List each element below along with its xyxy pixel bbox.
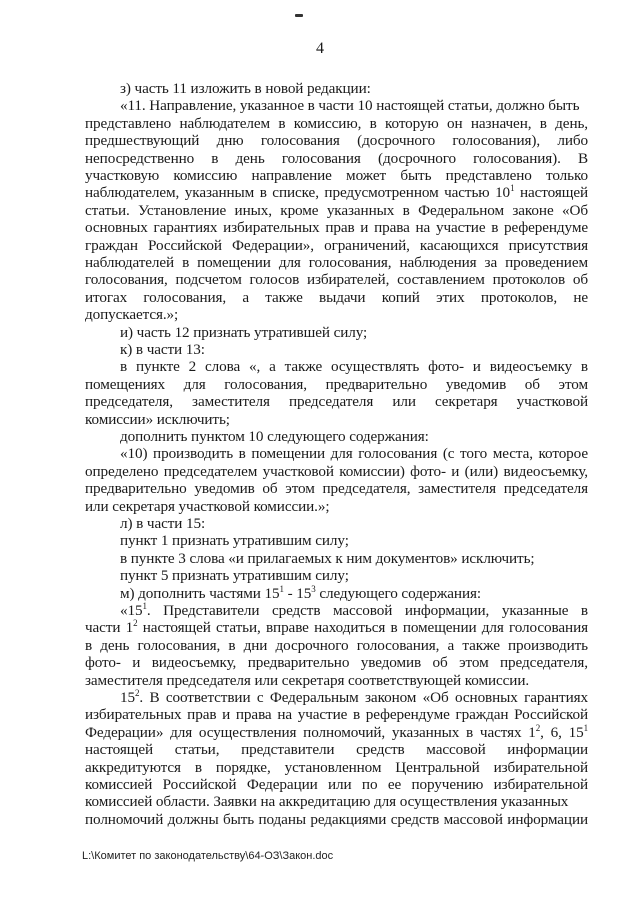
superscript: 1 bbox=[583, 723, 588, 733]
text-segment: определено председателем участковой комиссии) фото- и (или) видеосъемку, bbox=[85, 462, 588, 480]
text-segment: «15 bbox=[120, 602, 143, 619]
superscript: 3 bbox=[311, 583, 316, 594]
text-segment: настоящей статьи, вправе находиться в помещении для голосования bbox=[137, 619, 588, 637]
text-line bbox=[120, 689, 588, 706]
text-segment: Федерации» для осуществления полномочий, указанных в частях 1 bbox=[85, 723, 536, 741]
text-line bbox=[85, 289, 588, 306]
text-line bbox=[85, 637, 588, 654]
text-segment: полномочий должны быть поданы редакциями средств массовой информации bbox=[85, 810, 588, 828]
text-line bbox=[85, 759, 588, 776]
text-segment: фото- и видеосъемку, предварительно уведомив об этом председателя, bbox=[85, 654, 588, 672]
text-segment: следующего содержания: bbox=[315, 584, 481, 602]
text-line bbox=[85, 393, 588, 410]
text-segment: допускается.»; bbox=[85, 306, 179, 324]
text-segment: в пункте 2 слова «, а также осуществлять фото- и видеосъемку в bbox=[120, 358, 588, 376]
text-segment: наблюдателей в помещении для голосования, наблюдения за проведением bbox=[85, 254, 588, 271]
text-segment: части 1 bbox=[85, 619, 134, 637]
superscript: 1 bbox=[279, 583, 284, 594]
text-segment: комиссией области. Заявки на аккредитацию для осуществления указанных bbox=[85, 793, 569, 811]
text-segment: или секретаря участковой комиссии.»; bbox=[85, 497, 330, 515]
text-segment: заместителя председателя или секретаря соответствующей комиссии. bbox=[85, 671, 530, 689]
text-segment: граждан Российской Федерации», ограничений, касающихся присутствия bbox=[85, 236, 588, 254]
text-line bbox=[85, 498, 330, 515]
scan-mark bbox=[295, 14, 303, 17]
text-segment: предварительно уведомив об этом председателя, заместителя председателя bbox=[85, 480, 588, 498]
text-segment: в пункте 3 слова «и прилагаемых к ним документов» исключить; bbox=[120, 549, 535, 567]
text-segment: статьи. Установление иных, кроме указанных в Федеральном законе «Об bbox=[85, 201, 588, 219]
text-line bbox=[85, 150, 588, 167]
text-line bbox=[85, 115, 588, 132]
text-segment: непосредственно в день голосования (досрочного голосования). В bbox=[85, 149, 588, 167]
text-line bbox=[85, 619, 588, 636]
text-segment: помещениях для голосования, предварительно уведомив об этом bbox=[85, 375, 588, 393]
text-line bbox=[120, 324, 367, 341]
text-line bbox=[120, 428, 429, 445]
text-line bbox=[120, 97, 579, 114]
text-line bbox=[85, 271, 588, 288]
text-line bbox=[120, 445, 588, 462]
text-segment: в день голосования, в дни досрочного голосования, а также производить bbox=[85, 636, 588, 654]
page-number: 4 bbox=[316, 40, 324, 57]
text-segment: «11. Направление, указанное в части 10 настоящей статьи, должно быть bbox=[120, 97, 580, 115]
text-line bbox=[85, 811, 588, 828]
text-line bbox=[85, 254, 588, 271]
text-line bbox=[120, 341, 205, 358]
text-segment: з) часть 11 изложить в новой редакции: bbox=[120, 80, 371, 97]
text-line bbox=[120, 532, 349, 549]
text-segment: комиссии» исключить; bbox=[85, 410, 230, 428]
text-segment: участковую комиссию направление может быть представлено только bbox=[85, 167, 588, 184]
text-line bbox=[85, 776, 588, 793]
text-line bbox=[85, 463, 588, 480]
text-line bbox=[85, 706, 588, 723]
text-line bbox=[85, 306, 178, 323]
text-segment: комиссией Российской Федерации или по ее поручению избирательной bbox=[85, 776, 588, 793]
text-line bbox=[85, 132, 588, 149]
text-line bbox=[85, 411, 230, 428]
text-segment: дополнить пунктом 10 следующего содержания: bbox=[120, 428, 429, 445]
text-segment: . Представители средств массовой информации, указанные в bbox=[146, 602, 588, 619]
text-segment: настоящей статьи, представители средств массовой информации bbox=[85, 741, 588, 759]
text-line bbox=[85, 202, 588, 219]
text-segment: пункт 1 признать утратившим силу; bbox=[120, 532, 349, 550]
text-segment: голосования, подсчетом голосов избирателей, составлением протоколов об bbox=[85, 271, 588, 289]
superscript: 2 bbox=[133, 619, 138, 629]
text-line bbox=[85, 793, 568, 810]
text-segment: . В соответствии с Федеральным законом «Об основных гарантиях bbox=[139, 689, 588, 706]
text-line bbox=[85, 376, 588, 393]
text-segment: , 6, 15 bbox=[540, 723, 584, 741]
text-segment: представлено наблюдателем в комиссию, в которую он назначен, в день, bbox=[85, 114, 588, 132]
text-line bbox=[85, 672, 529, 689]
text-segment: м) дополнить частями 15 bbox=[120, 584, 280, 602]
text-segment: и) часть 12 признать утратившей силу; bbox=[120, 323, 368, 341]
text-segment: «10) производить в помещении для голосования (с того места, которое bbox=[120, 445, 588, 463]
superscript: 2 bbox=[135, 689, 140, 698]
superscript: 1 bbox=[510, 184, 515, 194]
text-line bbox=[85, 167, 588, 184]
text-segment: к) в части 13: bbox=[120, 341, 205, 358]
text-line bbox=[120, 567, 349, 584]
text-line bbox=[120, 358, 588, 375]
text-segment: 15 bbox=[120, 689, 135, 706]
text-line bbox=[85, 724, 588, 741]
text-segment: аккредитуются в порядке, установленном Центральной избирательной bbox=[85, 758, 588, 776]
text-line bbox=[120, 550, 535, 567]
text-segment: председателя, заместителя председателя или секретаря участковой bbox=[85, 393, 588, 411]
text-segment: избирательных прав и права на участие в референдуме граждан Российской bbox=[85, 706, 588, 724]
text-line bbox=[85, 741, 588, 758]
text-segment: предшествующий дню голосования (досрочного голосования), либо bbox=[85, 132, 588, 150]
superscript: 1 bbox=[142, 602, 147, 611]
file-path-footer: L:\Комитет по законодательству\64-ОЗ\Закон.doc bbox=[82, 850, 334, 862]
text-line bbox=[85, 184, 588, 201]
text-line bbox=[120, 602, 588, 619]
text-segment: настоящей bbox=[514, 184, 588, 202]
text-line bbox=[85, 237, 588, 254]
text-line bbox=[85, 480, 588, 497]
text-segment: основных гарантиях избирательных прав и права на участие в референдуме bbox=[85, 219, 588, 237]
text-line bbox=[85, 654, 588, 671]
text-line bbox=[120, 515, 205, 532]
text-segment: л) в части 15: bbox=[120, 515, 206, 532]
superscript: 2 bbox=[535, 723, 541, 733]
text-segment: пункт 5 признать утратившим силу; bbox=[120, 567, 349, 585]
text-line bbox=[120, 80, 371, 97]
text-line bbox=[85, 219, 588, 236]
text-segment: - 15 bbox=[283, 584, 312, 602]
text-line bbox=[120, 585, 481, 602]
text-segment: наблюдателем, указанным в списке, предусмотренном частью 10 bbox=[85, 184, 511, 202]
text-segment: итогах голосования, а также выдачи копий этих протоколов, не bbox=[85, 288, 588, 306]
